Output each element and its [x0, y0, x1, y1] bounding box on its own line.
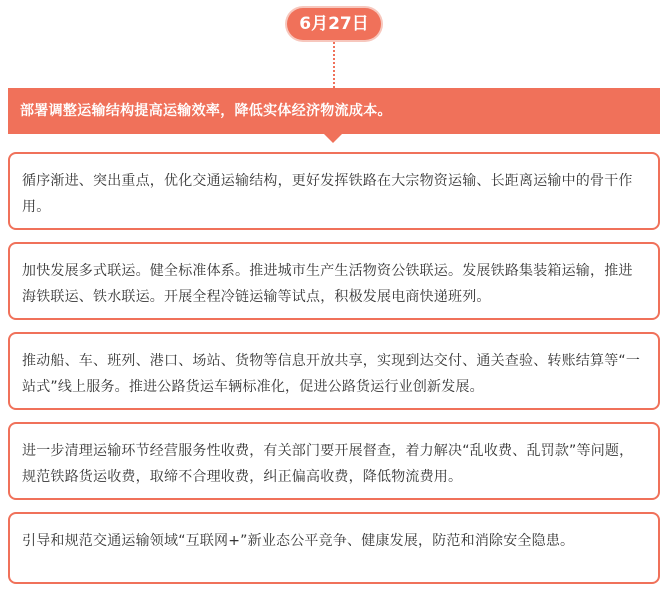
- policy-item-text: 循序渐进、突出重点，优化交通运输结构，更好发挥铁路在大宗物资运输、长距离运输中的骨干作用。: [22, 173, 633, 215]
- policy-item-text: 加快发展多式联运。健全标准体系。推进城市生产生活物资公铁联运。发展铁路集装箱运输，推进海铁联运、铁水联运。开展全程冷链运输等试点，积极发展电商快递班列。: [22, 263, 633, 305]
- policy-item-card: [8, 512, 660, 584]
- banner-pointer: [324, 134, 342, 143]
- policy-item-card: [8, 422, 660, 500]
- headline-banner: 部署调整运输结构提高运输效率，降低实体经济物流成本。: [8, 88, 660, 134]
- date-badge: 6月27日: [287, 8, 381, 40]
- policy-item-text: 推动船、车、班列、港口、场站、货物等信息开放共享，实现到达交付、通关查验、转账结算等“一站式”线上服务。推进公路货运车辆标准化，促进公路货运行业创新发展。: [22, 353, 641, 395]
- policy-item-text: 进一步清理运输环节经营服务性收费，有关部门要开展督查，着力解决“乱收费、乱罚款”等问题，规范铁路货运收费，取缔不合理收费，纠正偏高收费，降低物流费用。: [22, 443, 634, 485]
- policy-item-card: [8, 332, 660, 410]
- policy-item-card: [8, 242, 660, 320]
- dotted-connector: [333, 42, 335, 88]
- policy-item-text: 引导和规范交通运输领域“互联网+”新业态公平竞争、健康发展，防范和消除安全隐患。: [22, 533, 575, 549]
- policy-item-card: [8, 152, 660, 230]
